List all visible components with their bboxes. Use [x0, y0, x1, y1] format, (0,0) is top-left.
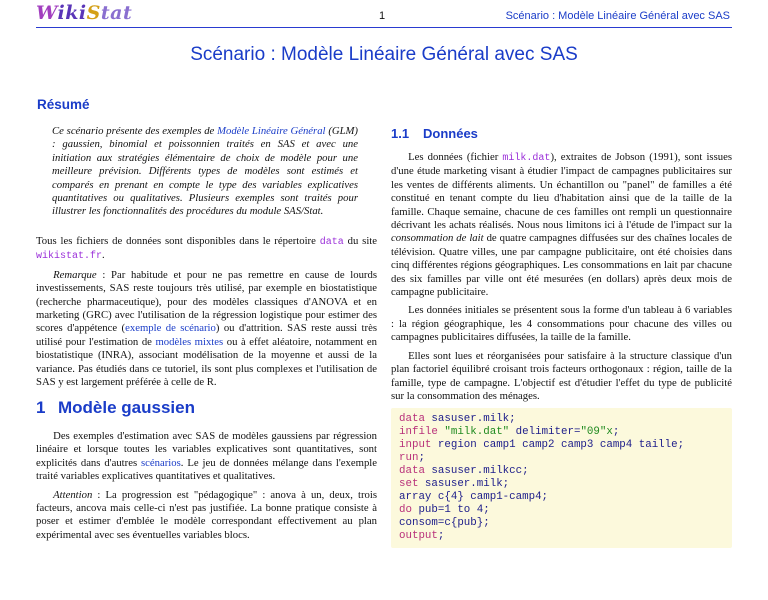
wikistat-logo: WikiStat: [36, 2, 133, 24]
code-line: array c{4} camp1-camp4;: [399, 491, 549, 503]
code-line: infile "milk.dat" delimiter="09"x;: [399, 426, 620, 438]
code-line: output;: [399, 530, 445, 542]
code-data: data: [319, 237, 344, 248]
code-line: consom=c{pub};: [399, 517, 490, 529]
paragraph-gaussian-examples: Des exemples d'estimation avec SAS de modèles gaussiens par régression linéaire et lorsque toutes les variables explicatives sont quantitatives, sont explicités dans d'autres scénarios. Le jeu de données mélange dans l'exemple traité variables explicatives quantitatives et qualitatives.: [36, 430, 378, 483]
running-title: Scénario : Modèle Linéaire Général avec SAS: [505, 10, 730, 22]
document-title: Scénario : Modèle Linéaire Général avec SAS: [190, 44, 578, 65]
glm-link[interactable]: Modèle Linéaire Général: [217, 125, 326, 137]
code-line: data sasuser.milk;: [399, 413, 516, 425]
page-header: [0, 0, 768, 30]
code-line: set sasuser.milk;: [399, 478, 510, 490]
header-rule: [36, 27, 732, 28]
paragraph-data-files: Tous les fichiers de données sont disponibles dans le répertoire data du site wikistat.fr.: [36, 235, 378, 263]
abstract-heading: Résumé: [37, 97, 90, 112]
sas-code-block: [391, 408, 732, 548]
page-number: 1: [379, 10, 386, 22]
scenario-example-link[interactable]: exemple de scénario: [125, 322, 216, 335]
scenarios-link[interactable]: scénarios: [141, 456, 181, 469]
right-column-text: [391, 151, 732, 408]
left-column-intro: [36, 235, 377, 394]
mixed-models-link[interactable]: modèles mixtes: [155, 335, 224, 348]
code-milk-dat: milk.dat: [502, 153, 551, 164]
code-line: data sasuser.milkcc;: [399, 465, 529, 477]
code-line: run;: [399, 452, 425, 464]
paragraph-milk-data: Les données (fichier milk.dat), extraites de Jobson (1991), sont issues d'une étude marketing visant à étudier l'impact de campagnes publicitaires sur les ventes de différents aliments. Un échantillon ou "panel" de familles a été constitué en tenant compte du lieu d'habitation ainsi que de la taille de la famille. Chaque semaine, chacune de ces familles ont rempli un questionnaire décrivant les achats réalisés. Nous nous limitons ici à l'étude de l'impact sur la consommation de lait de quatre campagnes diffusées sur des chaînes locales de télévision. Quatre villes, une par campagne publicitaire, ont été choisies dans cinq différentes régions géographiques. Les consommations en lait par chacune des six familles par ville ont été mesurées (en dollars) après deux mois de campagne publicitaire.: [391, 151, 732, 299]
code-line: do pub=1 to 4;: [399, 504, 490, 516]
paragraph-initial-data: Les données initiales se présentent sous la forme d'un tableau à 6 variables : la région géographique, les 4 consommations pour chacune des villes ou campagnes publicitaires diffusées, la taille de la famille.: [391, 304, 732, 344]
paragraph-remarque: Remarque : Par habitude et pour ne pas remettre en cause de lourds investissements, SAS reste toujours très utilisé, par exemple en biostatistique (recherche pharmaceutique), pour des modèles classiques d'ANOVA et en marketing (GRC) avec l'utilisation de la régression logistique pour estimer des scores d'appétence (exemple de scénario) ou d'attrition. SAS reste aussi très utilisé pour l'estimation de modèles mixtes ou à effet aléatoire, notamment en biostatistique (INRA), associant modélisation de la moyenne et aussi de la variance. Pas étudiés dans ce tutoriel, ils sont plus complexes et l'utilisation de SAS y est largement préférée à celle de R.: [36, 268, 377, 389]
subsection-heading-donnees: 1.1 Données: [391, 126, 478, 141]
abstract-text: Ce scénario présente des exemples de Modèle Linéaire Général (GLM) : gaussien, binomial et poissonnien traités en SAS et avec une initiation aux stratégies élémentaire de choix de modèle pour une meilleure prévision. Différents types de modèles sont estimés et comparés en prenant en compte le type des variables explicatives quantitatives ou qualitatives. Plusieurs exemples sont traités pour illustrer les fonctionnalités des procédures du module SAS/Stat.: [52, 125, 358, 218]
paragraph-reorganisation: Elles sont lues et réorganisées pour satisfaire à la structure classique d'un plan factoriel équilibré croisant trois facteurs orthogonaux : région, taille de la famille, type de campagne. L'objectif est d'étudier l'effet du type de publicité sur la consommation des ménages.: [391, 349, 732, 402]
code-line: input region camp1 camp2 camp3 camp4 taille;: [399, 439, 685, 451]
code-wikistat: wikistat.fr: [36, 251, 103, 263]
left-column-section1: [36, 430, 377, 547]
section-heading-gaussien: 1 Modèle gaussien: [36, 398, 195, 417]
paragraph-attention: Attention : La progression est "pédagogique" : anova à un, deux, trois facteurs, ancova mais celle-ci n'est pas justifiée. La bonne pratique consiste à poser et estimer d'emblée le modèle correspondant effectivement au plan expérimental avec ses éventuelles variables blocs.: [36, 488, 377, 541]
